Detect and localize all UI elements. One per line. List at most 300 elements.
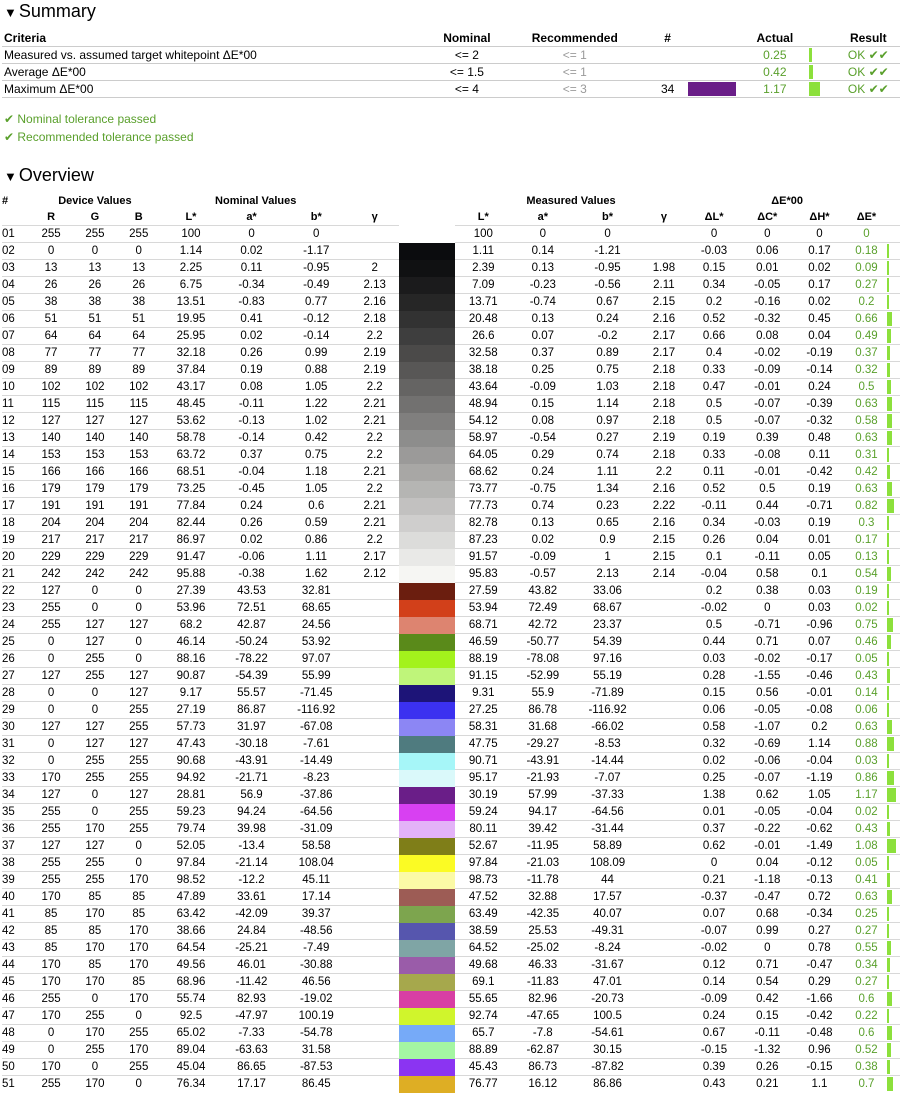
- delta-e: 0.3: [846, 515, 888, 532]
- device-g: 127: [73, 634, 117, 651]
- color-swatch: [399, 770, 455, 787]
- measured-a: 0.25: [511, 362, 574, 379]
- device-b: 13: [117, 260, 161, 277]
- patch-num: 34: [2, 787, 29, 804]
- overview-row: [2, 226, 900, 243]
- patch-num: 46: [2, 991, 29, 1008]
- nominal-l: 91.47: [161, 549, 222, 566]
- patch-num: 40: [2, 889, 29, 906]
- device-g: 255: [73, 1008, 117, 1025]
- measured-gamma: [641, 226, 687, 243]
- delta-e-bar-cell: [887, 923, 900, 940]
- nominal-a: 42.87: [221, 617, 282, 634]
- nominal-gamma: [351, 226, 399, 243]
- overview-title-text: Overview: [18, 165, 94, 185]
- measured-a: 32.88: [511, 889, 574, 906]
- delta-e-bar: [887, 958, 890, 972]
- delta-h: 1.05: [793, 787, 845, 804]
- measured-b: -116.92: [574, 702, 641, 719]
- measured-a: -11.95: [511, 838, 574, 855]
- summary-result: OK ✔✔: [837, 64, 900, 81]
- summary-swatch-cell: [684, 81, 740, 98]
- nominal-l: 38.66: [161, 923, 222, 940]
- delta-c: -0.69: [741, 736, 793, 753]
- measured-l: 100: [455, 226, 511, 243]
- color-swatch: [399, 362, 455, 379]
- summary-nominal: <= 4: [435, 81, 499, 98]
- swatch: [399, 617, 455, 634]
- summary-bar: [809, 82, 820, 96]
- summary-result: OK ✔✔: [837, 47, 900, 64]
- disclosure-triangle-icon[interactable]: ▼: [4, 5, 17, 20]
- nominal-b: 0.75: [282, 447, 351, 464]
- measured-a: 0.13: [511, 515, 574, 532]
- color-swatch: [399, 311, 455, 328]
- delta-l: 0.2: [687, 583, 741, 600]
- delta-e-bar: [887, 686, 889, 700]
- delta-e-bar: [887, 533, 889, 547]
- patch-num: 32: [2, 753, 29, 770]
- device-r: 127: [29, 413, 73, 430]
- nominal-b: -14.49: [282, 753, 351, 770]
- measured-gamma: [641, 991, 687, 1008]
- swatch: [399, 991, 455, 1008]
- delta-e-bar: [887, 907, 889, 921]
- device-b: 77: [117, 345, 161, 362]
- delta-h: -0.48: [793, 1025, 845, 1042]
- nominal-gamma: [351, 770, 399, 787]
- patch-num: 26: [2, 651, 29, 668]
- delta-e: 0: [846, 226, 888, 243]
- overview-row: [2, 872, 900, 889]
- nominal-b: 0.77: [282, 294, 351, 311]
- device-r: 89: [29, 362, 73, 379]
- measured-b: 44: [574, 872, 641, 889]
- overview-row: [2, 328, 900, 345]
- nominal-a: -43.91: [221, 753, 282, 770]
- device-g: 140: [73, 430, 117, 447]
- measured-gamma: [641, 583, 687, 600]
- nominal-a: -0.04: [221, 464, 282, 481]
- delta-l: 0: [687, 855, 741, 872]
- delta-c: -0.01: [741, 464, 793, 481]
- delta-e-bar: [887, 635, 891, 649]
- device-b: 153: [117, 447, 161, 464]
- nominal-gamma: [351, 855, 399, 872]
- measured-b: 0: [574, 226, 641, 243]
- delta-h: -0.04: [793, 753, 845, 770]
- device-r: 170: [29, 974, 73, 991]
- patch-num: 18: [2, 515, 29, 532]
- device-r: 102: [29, 379, 73, 396]
- device-r: 85: [29, 940, 73, 957]
- device-g: 255: [73, 855, 117, 872]
- measured-l: 53.94: [455, 600, 511, 617]
- nominal-gamma: 2.21: [351, 464, 399, 481]
- measured-gamma: [641, 940, 687, 957]
- delta-e-bar: [887, 788, 896, 802]
- measured-gamma: [641, 804, 687, 821]
- delta-e: 0.52: [846, 1042, 888, 1059]
- measured-l: 58.31: [455, 719, 511, 736]
- color-swatch: [399, 617, 455, 634]
- color-swatch: [399, 379, 455, 396]
- delta-c: 0.68: [741, 906, 793, 923]
- device-b: 127: [117, 413, 161, 430]
- disclosure-triangle-icon[interactable]: ▼: [4, 169, 17, 184]
- measured-a: 0.24: [511, 464, 574, 481]
- delta-e-bar-cell: [887, 753, 900, 770]
- delta-e: 0.86: [846, 770, 888, 787]
- device-g: 0: [73, 1059, 117, 1076]
- delta-e-bar-cell: [887, 702, 900, 719]
- patch-num: 08: [2, 345, 29, 362]
- device-g: 64: [73, 328, 117, 345]
- color-swatch: [399, 1025, 455, 1042]
- delta-l-header: ΔL*: [704, 211, 724, 223]
- count-header: #: [664, 31, 671, 45]
- delta-c: -0.01: [741, 838, 793, 855]
- patch-num: 01: [2, 226, 29, 243]
- device-g: 170: [73, 906, 117, 923]
- swatch: [399, 668, 455, 685]
- patch-num: 12: [2, 413, 29, 430]
- patch-num: 16: [2, 481, 29, 498]
- device-b: 170: [117, 872, 161, 889]
- nominal-a: -47.97: [221, 1008, 282, 1025]
- delta-c: -0.07: [741, 396, 793, 413]
- delta-l: 0.07: [687, 906, 741, 923]
- nominal-gamma: [351, 243, 399, 260]
- overview-row: [2, 532, 900, 549]
- delta-h: -0.19: [793, 345, 845, 362]
- delta-h: 0.19: [793, 481, 845, 498]
- delta-e-bar: [887, 941, 891, 955]
- delta-l: -0.02: [687, 600, 741, 617]
- overview-row: [2, 940, 900, 957]
- delta-l: 0.28: [687, 668, 741, 685]
- delta-e-bar-cell: [887, 515, 900, 532]
- overview-section-title[interactable]: [0, 164, 94, 188]
- device-r: 0: [29, 1042, 73, 1059]
- overview-row: [2, 413, 900, 430]
- delta-e: 0.13: [846, 549, 888, 566]
- measured-l: 63.49: [455, 906, 511, 923]
- delta-l: 0.34: [687, 515, 741, 532]
- nominal-a: 33.61: [221, 889, 282, 906]
- delta-c: 0.42: [741, 991, 793, 1008]
- measured-a: 82.96: [511, 991, 574, 1008]
- nominal-a: -0.45: [221, 481, 282, 498]
- color-swatch: [399, 923, 455, 940]
- delta-c: 0.56: [741, 685, 793, 702]
- measured-gamma: [641, 872, 687, 889]
- measured-a: 0.07: [511, 328, 574, 345]
- measured-l: 1.11: [455, 243, 511, 260]
- nominal-a: 0.02: [221, 532, 282, 549]
- nominal-l: 49.56: [161, 957, 222, 974]
- measured-l: 9.31: [455, 685, 511, 702]
- color-swatch: [399, 243, 455, 260]
- nominal-b: -8.23: [282, 770, 351, 787]
- delta-e-bar-cell: [887, 362, 900, 379]
- delta-h: 0.24: [793, 379, 845, 396]
- nominal-gamma: 2: [351, 260, 399, 277]
- swatch: [399, 1076, 455, 1093]
- delta-e-bar: [887, 720, 892, 734]
- measured-gamma: [641, 838, 687, 855]
- overview-row: [2, 362, 900, 379]
- device-r: 153: [29, 447, 73, 464]
- nominal-l: 57.73: [161, 719, 222, 736]
- nominal-a: -78.22: [221, 651, 282, 668]
- delta-c: 0.26: [741, 1059, 793, 1076]
- criteria-header: Criteria: [4, 31, 47, 45]
- overview-row: [2, 617, 900, 634]
- overview-row: [2, 379, 900, 396]
- color-swatch: [399, 1059, 455, 1076]
- measured-gamma: [641, 770, 687, 787]
- delta-h: 0.45: [793, 311, 845, 328]
- delta-e-bar-cell: [887, 532, 900, 549]
- patch-num: 35: [2, 804, 29, 821]
- device-b: 51: [117, 311, 161, 328]
- measured-l: 59.24: [455, 804, 511, 821]
- swatch: [399, 923, 455, 940]
- nominal-a: 0.19: [221, 362, 282, 379]
- summary-row: [2, 81, 900, 98]
- measured-gamma: 2.16: [641, 481, 687, 498]
- delta-e-bar: [887, 414, 892, 428]
- swatch: [399, 600, 455, 617]
- nominal-a-header: a*: [246, 211, 257, 223]
- nominal-a: 0.24: [221, 498, 282, 515]
- nominal-l: 86.97: [161, 532, 222, 549]
- delta-e: 0.27: [846, 277, 888, 294]
- nominal-b: -30.88: [282, 957, 351, 974]
- delta-e: 0.58: [846, 413, 888, 430]
- color-swatch: [399, 889, 455, 906]
- delta-l: 0.24: [687, 1008, 741, 1025]
- nominal-l: 25.95: [161, 328, 222, 345]
- nominal-b: 0.88: [282, 362, 351, 379]
- delta-l: 0.62: [687, 838, 741, 855]
- measured-gamma: [641, 1042, 687, 1059]
- delta-l: 0.39: [687, 1059, 741, 1076]
- measured-gamma: 2.18: [641, 362, 687, 379]
- delta-h: 0.78: [793, 940, 845, 957]
- device-r: 170: [29, 1059, 73, 1076]
- nominal-l: 65.02: [161, 1025, 222, 1042]
- device-g: 38: [73, 294, 117, 311]
- delta-l: -0.07: [687, 923, 741, 940]
- delta-h: -0.12: [793, 855, 845, 872]
- delta-l: 0.14: [687, 974, 741, 991]
- measured-b: 0.89: [574, 345, 641, 362]
- measured-b: -87.82: [574, 1059, 641, 1076]
- color-swatch: [399, 566, 455, 583]
- measured-b: 0.9: [574, 532, 641, 549]
- delta-l: 0: [687, 226, 741, 243]
- swatch: [399, 464, 455, 481]
- nominal-l: 76.34: [161, 1076, 222, 1093]
- device-b: 179: [117, 481, 161, 498]
- measured-b: 54.39: [574, 634, 641, 651]
- device-b: 38: [117, 294, 161, 311]
- swatch: [399, 634, 455, 651]
- delta-c: 0: [741, 226, 793, 243]
- patch-num: 11: [2, 396, 29, 413]
- delta-h: 1.1: [793, 1076, 845, 1093]
- swatch: [399, 1008, 455, 1025]
- device-r: 13: [29, 260, 73, 277]
- summary-bar: [809, 48, 812, 62]
- summary-swatch-cell: [684, 47, 740, 64]
- nominal-gamma: [351, 787, 399, 804]
- measured-l: 7.09: [455, 277, 511, 294]
- delta-c: 0.01: [741, 260, 793, 277]
- nominal-b: -87.53: [282, 1059, 351, 1076]
- device-b: 170: [117, 940, 161, 957]
- delta-c: -0.05: [741, 804, 793, 821]
- delta-h: -1.66: [793, 991, 845, 1008]
- summary-nominal: <= 2: [435, 47, 499, 64]
- measured-a: -29.27: [511, 736, 574, 753]
- device-b: 191: [117, 498, 161, 515]
- patch-num: 24: [2, 617, 29, 634]
- measured-a: -50.77: [511, 634, 574, 651]
- delta-e-bar: [887, 924, 889, 938]
- spacer: [351, 193, 399, 209]
- delta-l: 0.01: [687, 804, 741, 821]
- measured-a: 25.53: [511, 923, 574, 940]
- nominal-b: 1.62: [282, 566, 351, 583]
- measured-b: -7.07: [574, 770, 641, 787]
- delta-e-bar-cell: [887, 379, 900, 396]
- delta-l: 0.19: [687, 430, 741, 447]
- measured-a: -42.35: [511, 906, 574, 923]
- nominal-gamma: [351, 1076, 399, 1093]
- measured-l: 55.65: [455, 991, 511, 1008]
- nominal-l: 90.87: [161, 668, 222, 685]
- delta-e-bar-cell: [887, 1076, 900, 1093]
- delta-h: -0.71: [793, 498, 845, 515]
- device-g: 255: [73, 770, 117, 787]
- summary-count: [651, 47, 685, 64]
- color-swatch: [399, 787, 455, 804]
- measured-l: 48.94: [455, 396, 511, 413]
- delta-h: -0.62: [793, 821, 845, 838]
- delta-e-bar-cell: [887, 226, 900, 243]
- device-g: 85: [73, 889, 117, 906]
- overview-row: [2, 923, 900, 940]
- delta-e-bar-cell: [887, 906, 900, 923]
- delta-h: 0.17: [793, 277, 845, 294]
- nominal-l: 64.54: [161, 940, 222, 957]
- nominal-l: 9.17: [161, 685, 222, 702]
- nominal-a: 31.97: [221, 719, 282, 736]
- measured-a: -78.08: [511, 651, 574, 668]
- color-swatch: [399, 277, 455, 294]
- delta-e-bar: [887, 431, 892, 445]
- patch-num: 28: [2, 685, 29, 702]
- nominal-a: 46.01: [221, 957, 282, 974]
- measured-b: 1.14: [574, 396, 641, 413]
- delta-c: -1.18: [741, 872, 793, 889]
- measured-l: 20.48: [455, 311, 511, 328]
- device-b: 170: [117, 923, 161, 940]
- color-swatch: [399, 804, 455, 821]
- delta-h: -1.19: [793, 770, 845, 787]
- nominal-gamma: [351, 736, 399, 753]
- nominal-l: 32.18: [161, 345, 222, 362]
- delta-e-bar-cell: [887, 413, 900, 430]
- swatch: [399, 345, 455, 362]
- swatch: [399, 226, 455, 243]
- swatch: [399, 651, 455, 668]
- delta-e-bar: [887, 550, 889, 564]
- nominal-l: 94.92: [161, 770, 222, 787]
- delta-c: -0.47: [741, 889, 793, 906]
- nominal-l: 59.23: [161, 804, 222, 821]
- delta-h: 0.96: [793, 1042, 845, 1059]
- delta-e-bar-cell: [887, 804, 900, 821]
- nominal-gamma: 2.21: [351, 498, 399, 515]
- device-b: 89: [117, 362, 161, 379]
- device-b: 85: [117, 974, 161, 991]
- swatch: [399, 821, 455, 838]
- patch-num: 50: [2, 1059, 29, 1076]
- delta-e-bar-cell: [887, 991, 900, 1008]
- recommended-tolerance-note: ✔ Recommended tolerance passed: [4, 130, 194, 144]
- color-swatch: [399, 736, 455, 753]
- device-g: 255: [73, 651, 117, 668]
- nominal-l: 2.25: [161, 260, 222, 277]
- swatch: [399, 430, 455, 447]
- nominal-l: 82.44: [161, 515, 222, 532]
- color-swatch: [399, 328, 455, 345]
- device-g: 85: [73, 957, 117, 974]
- delta-e-bar: [887, 652, 889, 666]
- measured-gamma: [641, 957, 687, 974]
- device-r: 170: [29, 1008, 73, 1025]
- nominal-gamma: 2.2: [351, 328, 399, 345]
- measured-l: 77.73: [455, 498, 511, 515]
- swatch: [399, 396, 455, 413]
- summary-section-title[interactable]: [0, 0, 96, 24]
- device-g: 0: [73, 702, 117, 719]
- patch-num: 23: [2, 600, 29, 617]
- nominal-header: Nominal: [443, 31, 491, 45]
- nominal-a: 94.24: [221, 804, 282, 821]
- device-b: 127: [117, 787, 161, 804]
- overview-row: [2, 464, 900, 481]
- measured-b: -14.44: [574, 753, 641, 770]
- device-g: 255: [73, 753, 117, 770]
- device-b: 229: [117, 549, 161, 566]
- device-r: 242: [29, 566, 73, 583]
- overview-row: [2, 396, 900, 413]
- measured-a: -11.78: [511, 872, 574, 889]
- swatch: [399, 1025, 455, 1042]
- overview-row: [2, 566, 900, 583]
- nominal-b: -71.45: [282, 685, 351, 702]
- nominal-gamma: [351, 651, 399, 668]
- device-g: 0: [73, 583, 117, 600]
- measured-gamma: [641, 821, 687, 838]
- swatch: [399, 498, 455, 515]
- measured-l: 82.78: [455, 515, 511, 532]
